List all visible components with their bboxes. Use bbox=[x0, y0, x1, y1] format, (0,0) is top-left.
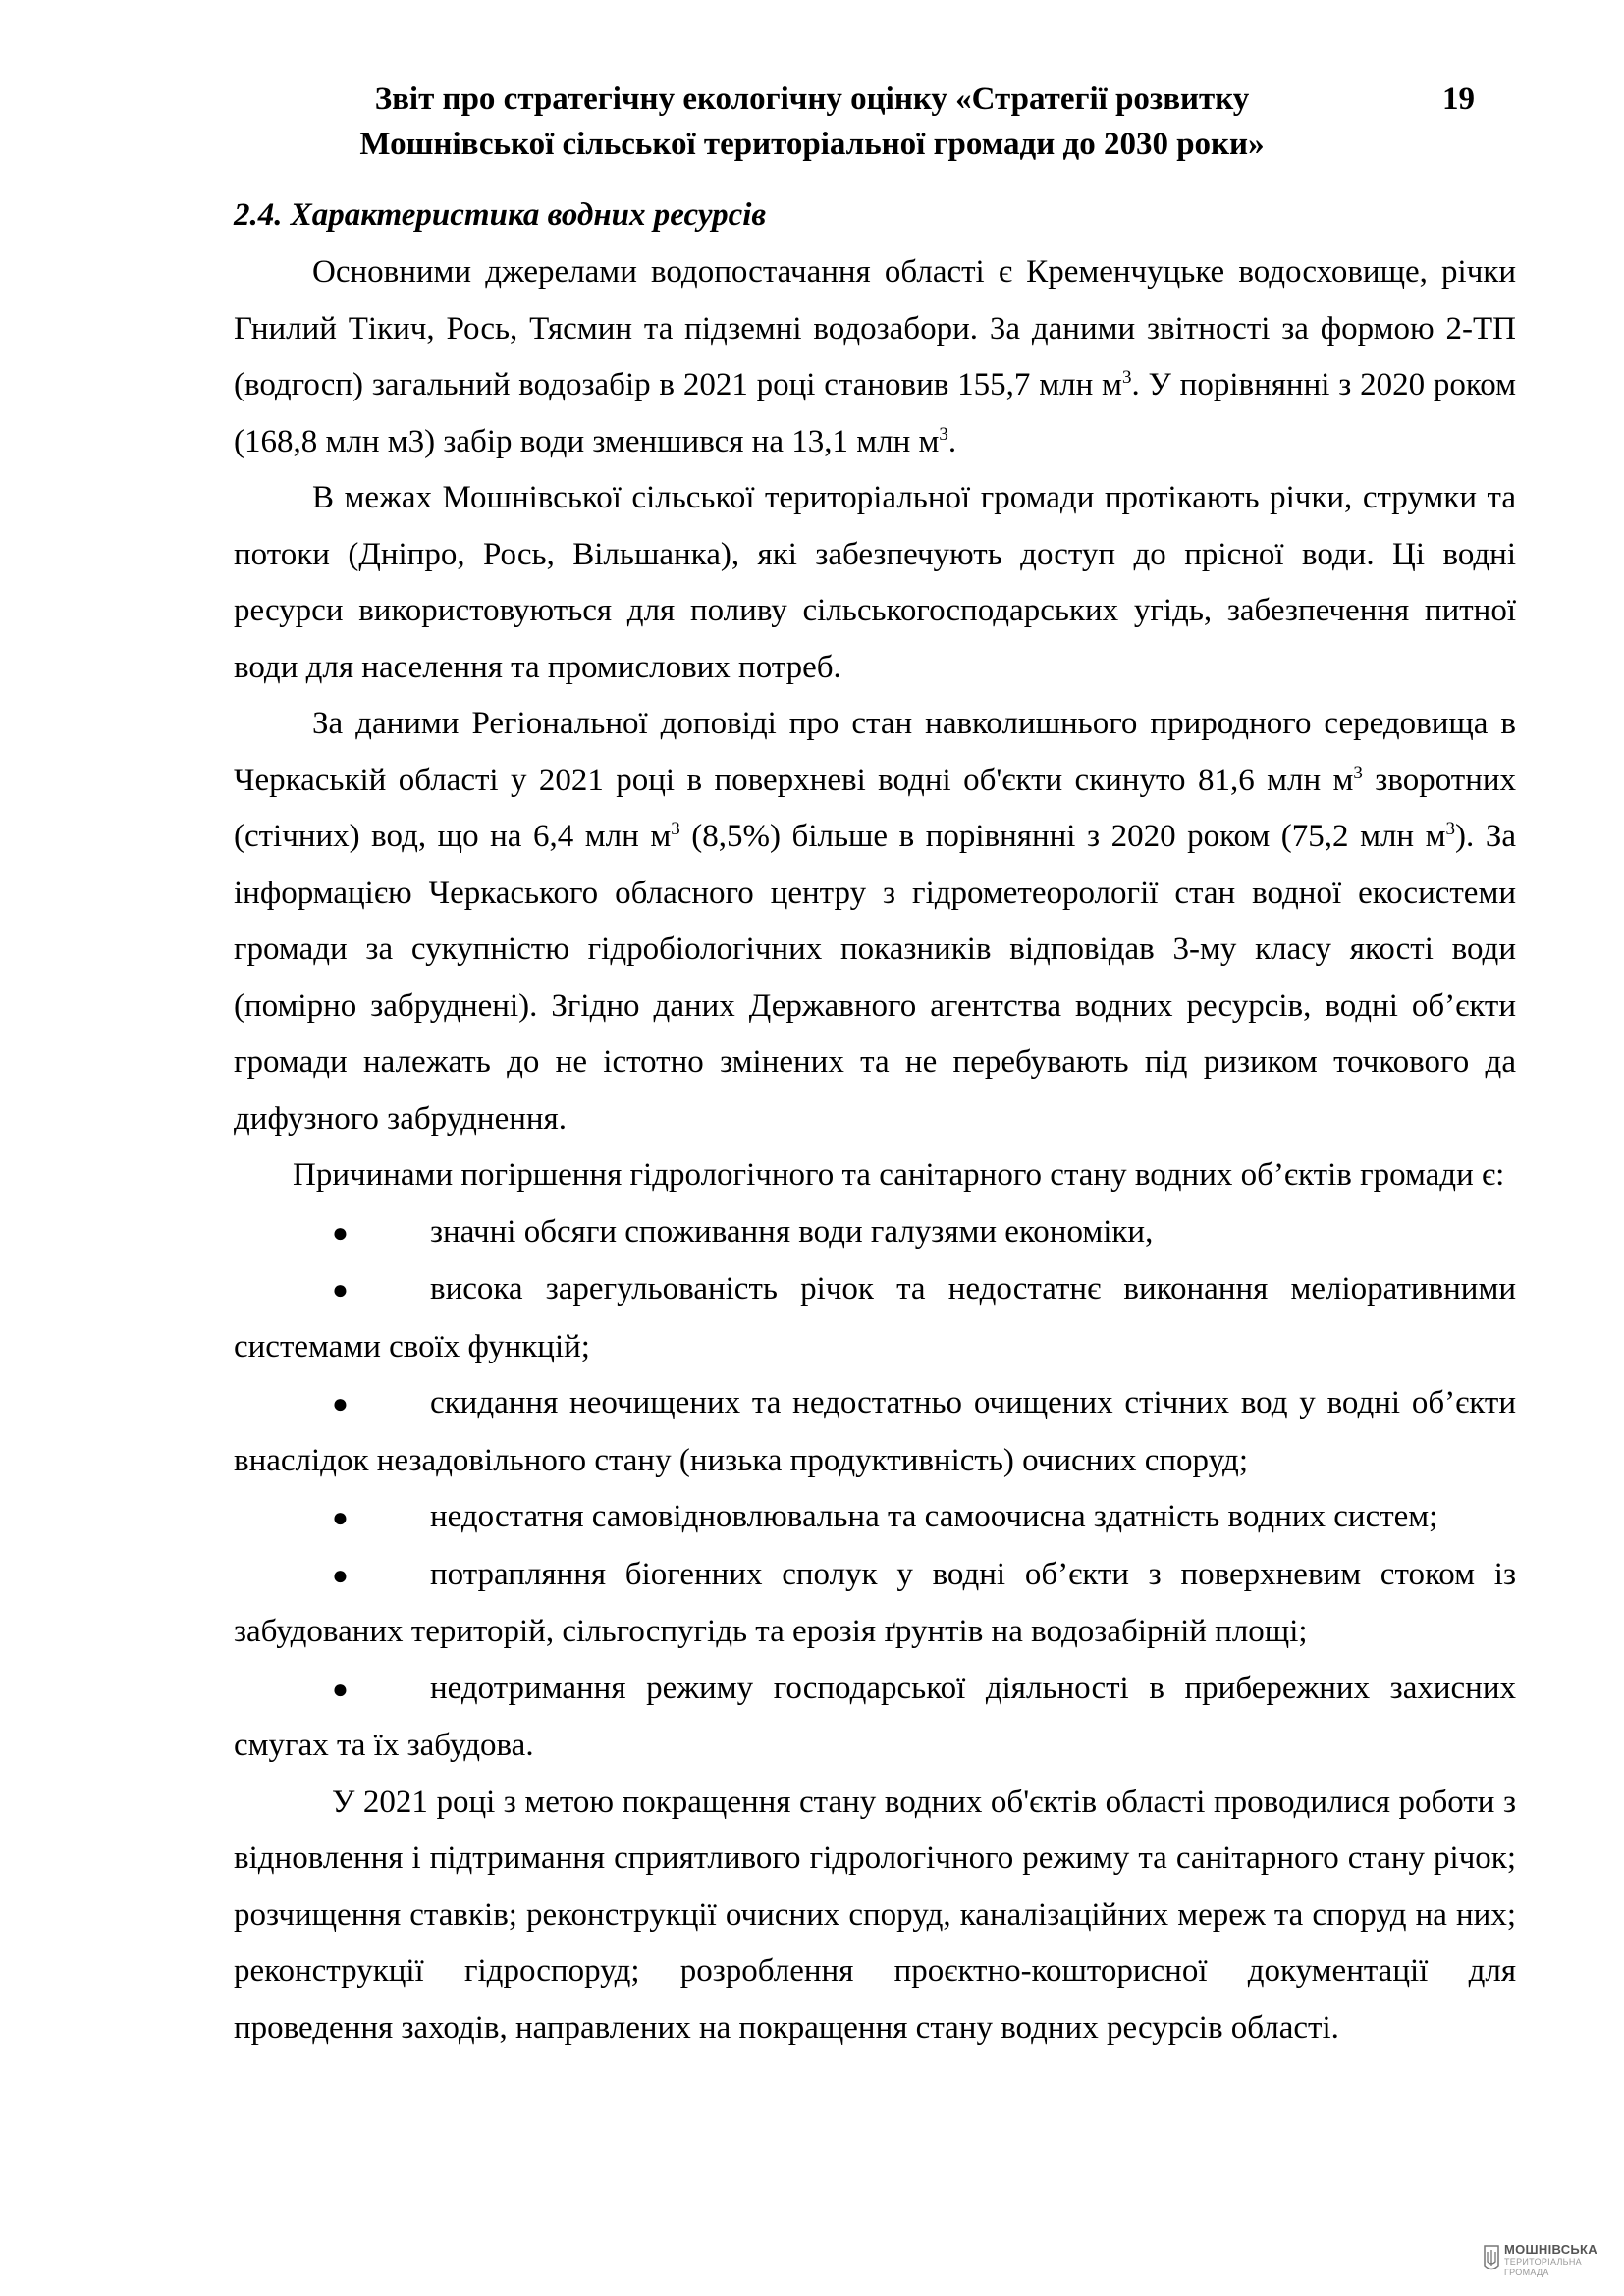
paragraph-causes-intro: Причинами погіршення гідрологічного та санітарного стану водних об’єктів громади є: bbox=[293, 1157, 1505, 1193]
bullet-icon: ● bbox=[332, 1275, 349, 1306]
page-number: 19 bbox=[1442, 81, 1475, 117]
paragraph-rivers: В межах Мошнівської сільської територіальної громади протікають річки, струмки та потоки (Дніпро, Рось, Вільшанка), які забезпечують доступ до прісної води. Ці водні ресурси використовуються для поливу сільськогосподарських угідь, забезпечення питної води для населення та промислових потреб. bbox=[234, 480, 1516, 685]
list-item: ● скидання неочищених та недостатньо очищених стічних вод у водні об’єкти внаслідок незадовільного стану (низька продуктивність) очисних споруд; bbox=[234, 1375, 1516, 1489]
list-item: ● висока зарегульованість річок та недостатнє виконання меліоративними системами своїх функцій; bbox=[234, 1261, 1516, 1375]
paragraph-regional-report: За даними Регіональної доповіді про стан навколишнього природного середовища в Черкаській області у 2021 році в поверхневі водні об'єкти скинуто 81,6 млн $м^3$ зворотних (стічних) вод, що на 6,4 млн $м^3$ (8,5%) більше в порівнянні з 2020 роком (75,2 млн $м^3$). За інформацією Черкаського обласного центру з гідрометеорології стан водної екосистеми громади за сукупністю гідробіологічних показників відповідав 3-му класу якості води (помірно забруднені). Згідно даних Державного агентства водних ресурсів, водні об’єкти громади належать до не істотно змінених та не перебувають під ризиком точкового да дифузного забруднення. bbox=[234, 706, 1517, 1137]
header-line-2: Мошнівської сільської територіальної громади до 2030 роки» bbox=[359, 127, 1265, 162]
bullet-icon: ● bbox=[332, 1674, 349, 1705]
paragraph-water-supply: Основними джерелами водопостачання області є Кременчуцьке водосховище, річки Гнилий Тікич, Рось, Тясмин та підземні водозабори. За даними звітності за формою 2-ТП (водгосп) загальний водозабір в 2021 році становив 155,7 млн $м^3$. У порівнянні з 2020 роком (168,8 млн м3) забір води зменшився на 13,1 млн $м^3$. bbox=[234, 254, 1516, 459]
bullet-icon: ● bbox=[332, 1503, 349, 1533]
bullet-icon: ● bbox=[332, 1389, 349, 1419]
paragraph-improvement-works: У 2021 році з метою покращення стану водних об'єктів області проводилися роботи з відновлення і підтримання сприятливого гідрологічного режиму та санітарного стану річок; розчищення ставків; реконструкції очисних споруд, каналізаційних мереж та споруд на них; реконструкції гідроспоруд; розроблення проєктно-кошторисної документації для проведення заходів, направлених на покращення стану водних ресурсів області. bbox=[234, 1784, 1516, 2046]
logo-subtitle: ГРОМАДА bbox=[1504, 2268, 1549, 2277]
logo-subtitle: ТЕРИТОРІАЛЬНА bbox=[1504, 2257, 1582, 2267]
list-item: ● недотримання режиму господарської діяльності в прибережних захисних смугах та їх забудова. bbox=[234, 1661, 1516, 1775]
list-item: ● недостатня самовідновлювальна та самоочисна здатність водних систем; bbox=[234, 1489, 1516, 1547]
document-header bbox=[0, 77, 1624, 167]
list-item: ● потрапляння біогенних сполук у водні об’єкти з поверхневим стоком із забудованих територій, сільгоспугідь та ерозія ґрунтів на водозабірній площі; bbox=[234, 1547, 1516, 1661]
bullet-icon: ● bbox=[332, 1217, 349, 1249]
header-line-1: Звіт про стратегічну екологічну оцінку «Стратегії розвитку bbox=[374, 81, 1250, 117]
trident-emblem-icon bbox=[1483, 2244, 1500, 2273]
document-body bbox=[234, 189, 1516, 2056]
section-title: 2.4. Характеристика водних ресурсів bbox=[234, 197, 767, 233]
bullet-icon: ● bbox=[332, 1560, 349, 1591]
list-item: ● значні обсяги споживання води галузями економіки, bbox=[234, 1204, 1516, 1262]
logo-title: МОШНІВСЬКА bbox=[1504, 2242, 1597, 2257]
community-logo bbox=[1483, 2242, 1618, 2287]
